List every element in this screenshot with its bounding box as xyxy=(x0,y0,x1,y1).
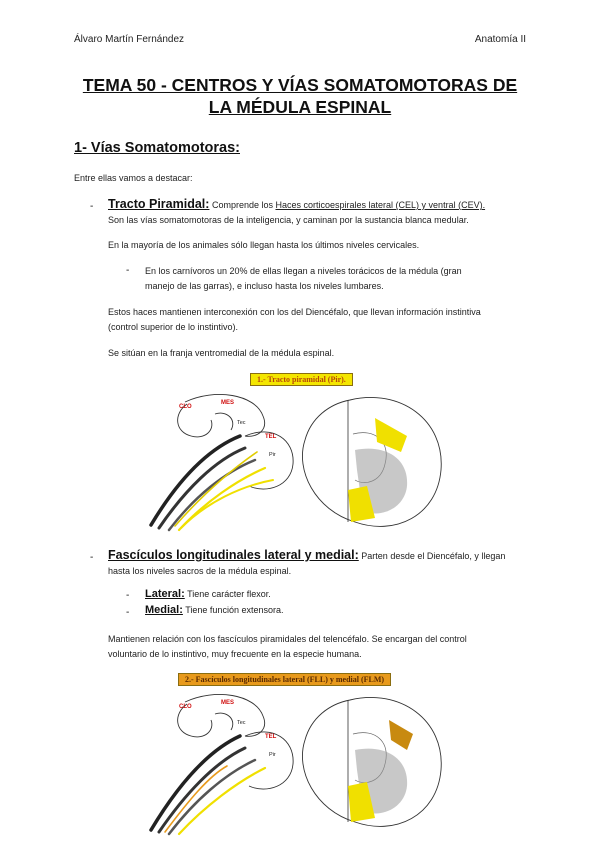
label-mes: MES xyxy=(221,400,235,406)
label-pir: Pir xyxy=(269,452,276,458)
header-subject: Anatomía II xyxy=(474,34,526,45)
bullet-dash-2: - xyxy=(90,552,94,563)
fasciculos-paragraph-2b: voluntario de lo instintivo, muy frecuente en la especie humana. xyxy=(108,649,362,659)
sub-bullet-dash-lateral: - xyxy=(126,590,130,601)
tracto-paragraph-3a: Estos haces mantienen interconexión con los del Diencéfalo, que llevan información instintiva xyxy=(108,307,481,317)
figure-1-caption: 1.- Tracto piramidal (Pir). xyxy=(250,373,353,386)
bullet-dash: - xyxy=(90,201,94,212)
lateral-text: Tiene carácter flexor. xyxy=(187,589,271,599)
figure-1-diagram xyxy=(145,390,505,540)
tract-fibers xyxy=(151,436,273,530)
section-heading: 1- Vías Somatomotoras: xyxy=(74,140,240,156)
spinal-cord-cross-section-2 xyxy=(302,697,441,826)
sub-bullet-dash: - xyxy=(126,265,130,276)
figure-2-caption: 2.- Fascículos longitudinales lateral (FLL) y medial (FLM) xyxy=(178,673,391,686)
label-clo-2: CLO xyxy=(179,704,192,710)
fasciculos-heading: Fascículos longitudinales lateral y medial: xyxy=(108,548,359,562)
spinal-cord-cross-section xyxy=(302,397,441,526)
label-mes-2: MES xyxy=(221,700,235,706)
label-tel: TEL xyxy=(265,434,277,440)
tracto-paragraph-2: En la mayoría de los animales sólo llegan hasta los últimos niveles cervicales. xyxy=(108,240,420,250)
tracto-line-1 xyxy=(108,197,485,213)
figure-2-diagram xyxy=(145,690,505,835)
brain-sagittal-diagram-2 xyxy=(178,694,293,789)
fasciculos-line-1 xyxy=(108,548,505,564)
fasciculos-line1-text: Parten desde el Diencéfalo, y llegan xyxy=(361,551,506,561)
lateral-item xyxy=(145,587,271,602)
label-tel-2: TEL xyxy=(265,734,277,740)
lateral-label: Lateral: xyxy=(145,588,185,600)
tracto-haces-link: Haces corticoespirales lateral (CEL) y ventral (CEV). xyxy=(275,200,486,210)
brain-sagittal-diagram xyxy=(178,394,293,489)
header-author: Álvaro Martín Fernández xyxy=(74,34,185,45)
sub-bullet-dash-medial: - xyxy=(126,607,130,618)
label-pir-2: Pir xyxy=(269,752,276,758)
tracto-paragraph-3b: (control superior de lo instintivo). xyxy=(108,322,239,332)
document-title xyxy=(60,74,540,118)
title-line-1: TEMA 50 - CENTROS Y VÍAS SOMATOMOTORAS DE xyxy=(82,75,518,95)
tracto-sub-1a: En los carnívoros un 20% de ellas llegan a niveles torácicos de la médula (gran xyxy=(145,266,462,276)
medial-item xyxy=(145,603,283,618)
label-clo: CLO xyxy=(179,404,192,410)
tracto-line1-pre: Comprende los xyxy=(211,200,276,210)
fasciculos-line-2: hasta los niveles sacros de la médula espinal. xyxy=(108,566,292,576)
fasciculos-paragraph-2a: Mantienen relación con los fascículos piramidales del telencéfalo. Se encargan del control xyxy=(108,634,467,644)
intro-text: Entre ellas vamos a destacar: xyxy=(74,173,193,183)
tract-fibers-2 xyxy=(151,736,265,834)
tracto-heading: Tracto Piramidal: xyxy=(108,197,210,211)
tracto-sub-1b: manejo de las garras), e incluso hasta los niveles lumbares. xyxy=(145,281,384,291)
label-tec-2: Tec xyxy=(237,720,246,726)
tracto-paragraph-4: Se sitúan en la franja ventromedial de la médula espinal. xyxy=(108,348,335,358)
medial-label: Medial: xyxy=(145,604,183,616)
label-tec: Tec xyxy=(237,420,246,426)
medial-text: Tiene función extensora. xyxy=(185,605,284,615)
title-line-2: LA MÉDULA ESPINAL xyxy=(208,97,392,117)
tracto-line-2: Son las vías somatomotoras de la inteligencia, y caminan por la sustancia blanca medular. xyxy=(108,215,469,225)
